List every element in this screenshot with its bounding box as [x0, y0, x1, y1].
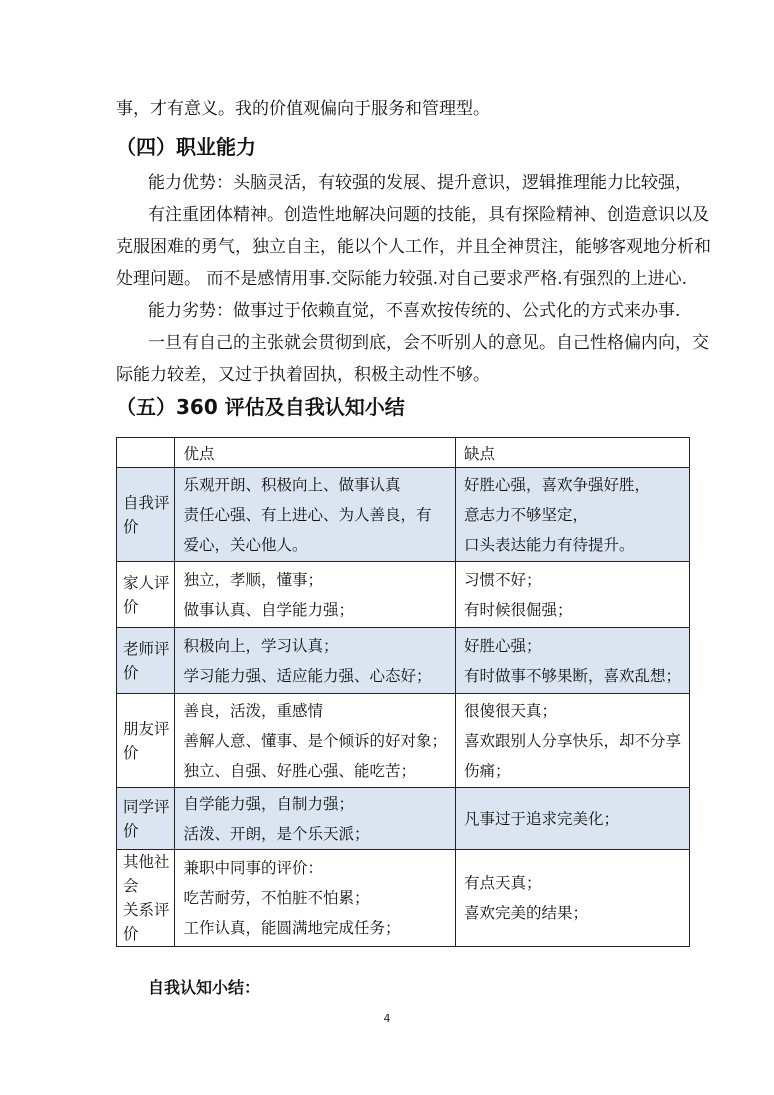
row-label: 同学评价 — [117, 788, 175, 850]
page-number: 4 — [383, 1012, 391, 1025]
ability-weaknesses-line: 能力劣势：做事过于依赖直觉，不喜欢按传统的、公式化的方式来办事. — [148, 301, 681, 321]
pros-cell: 善良，活泼，重感情 善解人意、懂事、是个倾诉的好对象； 独立、自强、好胜心强、能吃苦； — [175, 694, 456, 788]
ability-strengths-line: 有注重团体精神。创造性地解决问题的技能，具有探险精神、创造意识以及 — [148, 205, 709, 225]
cons-cell: 有点天真； 喜欢完美的结果； — [455, 850, 689, 947]
table-row — [117, 562, 690, 628]
table-header-cons: 缺点 — [455, 438, 689, 468]
table-row — [117, 468, 690, 562]
pros-cell: 积极向上，学习认真； 学习能力强、适应能力强、心态好； — [175, 628, 456, 694]
cons-cell: 习惯不好； 有时候很倔强； — [455, 562, 689, 628]
table-row — [117, 788, 690, 850]
cons-cell: 好胜心强； 有时做事不够果断，喜欢乱想； — [455, 628, 689, 694]
table-row — [117, 628, 690, 694]
ability-strengths-line: 处理问题。 而不是感情用事.交际能力较强.对自己要求严格.有强烈的上进心. — [116, 269, 688, 289]
table-header-pros: 优点 — [175, 438, 456, 468]
table-row — [117, 694, 690, 788]
ability-strengths-line: 能力优势：头脑灵活，有较强的发展、提升意识，逻辑推理能力比较强， — [148, 173, 692, 193]
table-header-row — [117, 438, 690, 468]
ability-weaknesses-line: 一旦有自己的主张就会贯彻到底，会不听别人的意见。自己性格偏内向，交 — [148, 333, 709, 353]
pros-cell: 兼职中同事的评价： 吃苦耐劳，不怕脏不怕累； 工作认真，能圆满地完成任务； — [175, 850, 456, 947]
pros-cell: 独立，孝顺，懂事； 做事认真、自学能力强； — [175, 562, 456, 628]
row-label: 其他社会 关系评价 — [117, 850, 175, 947]
pros-cell: 自学能力强，自制力强； 活泼、开朗，是个乐天派； — [175, 788, 456, 850]
section-heading-career-ability: （四）职业能力 — [116, 135, 256, 159]
row-label: 朋友评价 — [117, 694, 175, 788]
cons-cell: 好胜心强，喜欢争强好胜， 意志力不够坚定， 口头表达能力有待提升。 — [455, 468, 689, 562]
evaluation-table — [116, 437, 690, 947]
ability-strengths-line: 克服困难的勇气，独立自主，能以个人工作，并且全神贯注，能够客观地分析和 — [116, 237, 711, 257]
row-label: 老师评价 — [117, 628, 175, 694]
cons-cell: 很傻很天真； 喜欢跟别人分享快乐，却不分享 伤痛； — [455, 694, 689, 788]
ability-weaknesses-line: 际能力较差，又过于执着固执，积极主动性不够。 — [116, 365, 490, 385]
table-row — [117, 850, 690, 947]
table-header-cell — [117, 438, 175, 468]
pros-cell: 乐观开朗、积极向上、做事认真 责任心强、有上进心、为人善良，有 爱心，关心他人。 — [175, 468, 456, 562]
section-heading-360-evaluation: （五）360 评估及自我认知小结 — [116, 395, 405, 419]
row-label: 家人评价 — [117, 562, 175, 628]
cons-cell: 凡事过于追求完美化； — [455, 788, 689, 850]
row-label: 自我评价 — [117, 468, 175, 562]
self-cognition-summary-label: 自我认知小结： — [148, 978, 261, 997]
paragraph-continuation: 事，才有意义。我的价值观偏向于服务和管理型。 — [116, 99, 490, 119]
